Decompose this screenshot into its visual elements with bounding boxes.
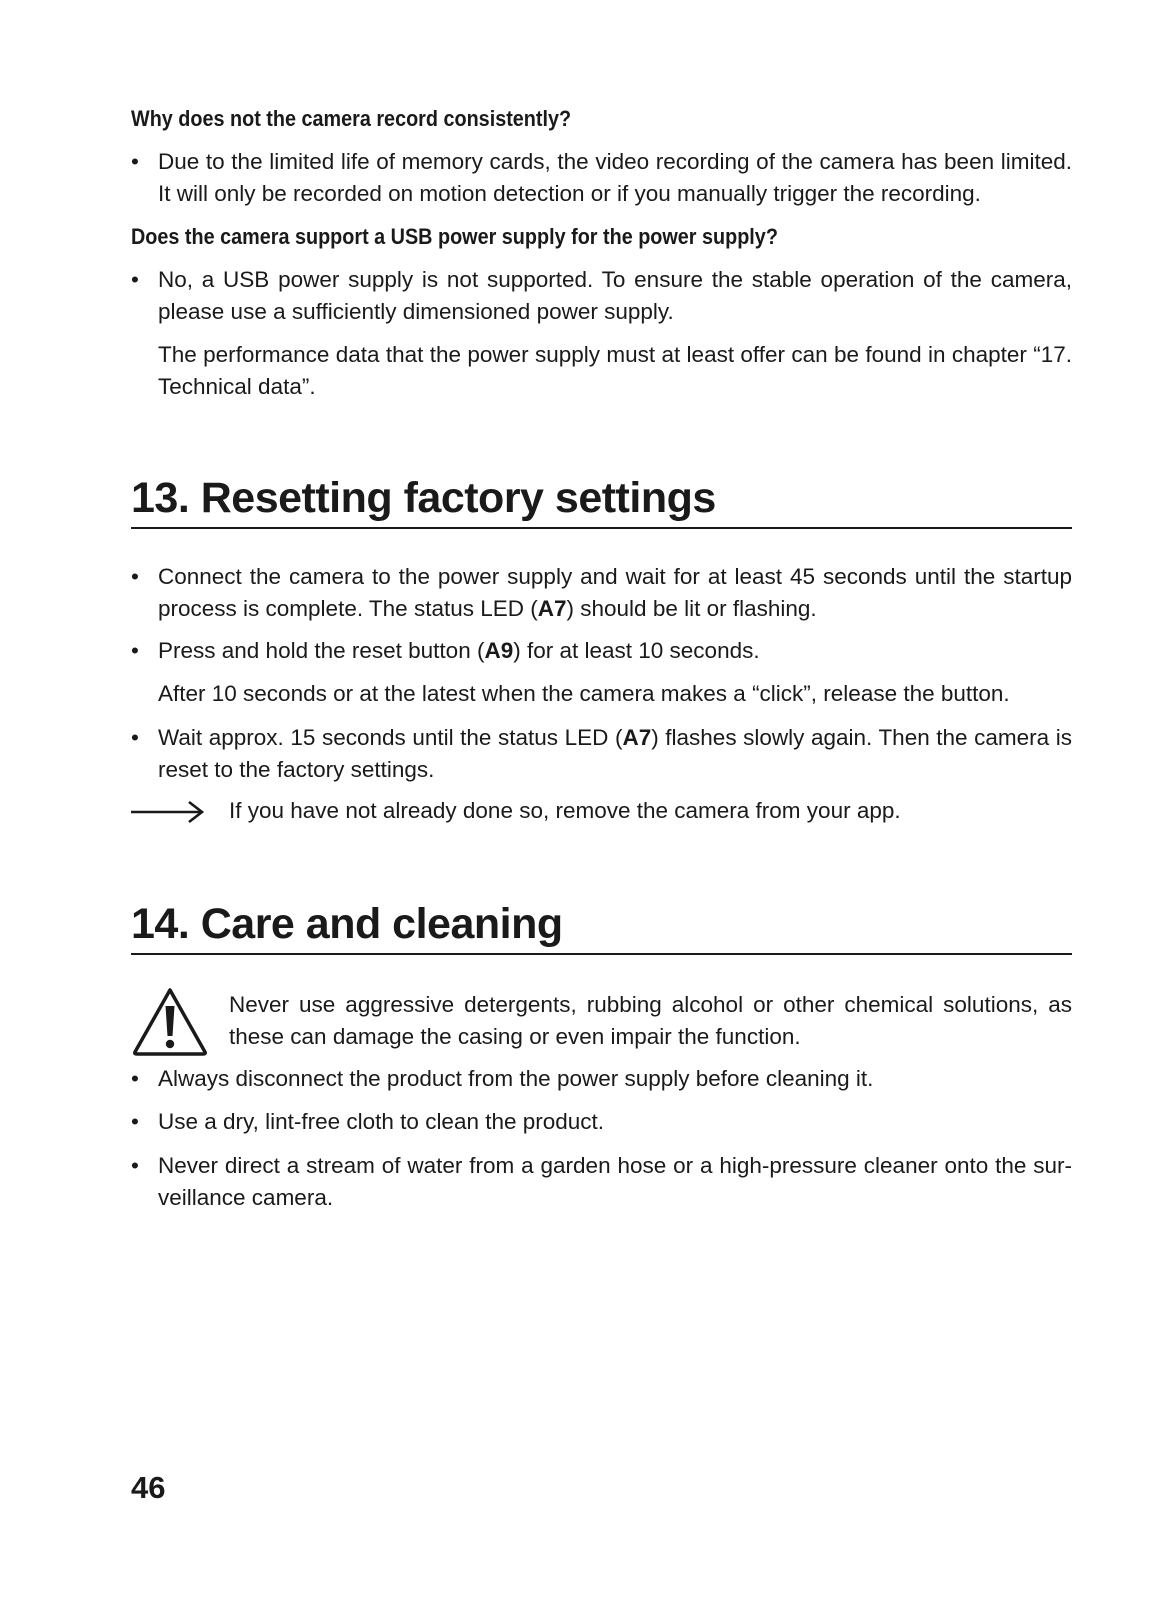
tip-note xyxy=(131,795,1072,829)
page-number: 46 xyxy=(131,1470,166,1505)
faq-answer-2-text: No, a USB power supply is not supported. To ensure the stable operation of the camera, please use a sufficiently dimensioned power supply. xyxy=(158,267,1072,324)
tip-text: If you have not already done so, remove the camera from your app. xyxy=(229,798,901,823)
bullet: • xyxy=(131,1066,139,1091)
faq-answer-2 xyxy=(131,264,1072,328)
manual-page xyxy=(131,0,1072,1600)
reset-step-1-text-a: Connect the camera to the power supply and wait for at least 45 seconds until the startup process is complete. The status LED ( xyxy=(158,564,1072,621)
bullet: • xyxy=(131,564,139,589)
section-13-heading: 13. Resetting factory settings xyxy=(131,471,1072,529)
faq-question-2: Does the camera support a USB power supply for the power supply? xyxy=(131,224,778,249)
faq-answer-1 xyxy=(131,146,1072,210)
faq-answer-2-continued: The performance data that the power supply must at least offer can be found in chapter “17. Technical data”. xyxy=(158,342,1072,399)
care-step-3-text: Never direct a stream of water from a garden hose or a high-pressure cleaner onto the sur-veillance camera. xyxy=(158,1153,1072,1210)
care-step-1-text: Always disconnect the product from the power supply before cleaning it. xyxy=(158,1066,874,1091)
reset-step-2-text-a: Press and hold the reset button ( xyxy=(158,638,485,663)
care-step-3 xyxy=(131,1150,1072,1214)
reset-step-1-text-b: ) should be lit or flashing. xyxy=(566,596,817,621)
care-step-2 xyxy=(131,1106,1072,1138)
warning-note xyxy=(131,986,1072,1058)
warning-triangle-icon xyxy=(131,986,209,1058)
reset-step-1 xyxy=(131,561,1072,625)
reset-step-2-continued: After 10 seconds or at the latest when the camera makes a “click”, release the button. xyxy=(158,681,1010,706)
bullet: • xyxy=(131,149,139,174)
reset-step-3-text-a: Wait approx. 15 seconds until the status LED ( xyxy=(158,725,623,750)
faq-answer-1-text: Due to the limited life of memory cards, the video recording of the camera has been limited. It will only be recorded on motion detection or if you manually trigger the recording. xyxy=(158,149,1072,206)
led-ref-a7: A7 xyxy=(537,596,567,621)
reset-step-3 xyxy=(131,722,1072,786)
bullet: • xyxy=(131,638,139,663)
led-ref-a7: A7 xyxy=(622,725,652,750)
reset-step-2-text-b: ) for at least 10 seconds. xyxy=(513,638,760,663)
bullet: • xyxy=(131,1109,139,1134)
bullet: • xyxy=(131,725,139,750)
care-step-1 xyxy=(131,1063,1072,1095)
reset-step-3-text-b: ) flashes slowly again. Then the camera is reset to the factory settings. xyxy=(158,725,1072,782)
button-ref-a9: A9 xyxy=(484,638,514,663)
faq-question-1: Why does not the camera record consistently? xyxy=(131,106,572,131)
warning-text: Never use aggressive detergents, rubbing alcohol or other chemical solutions, as these can damage the casing or even impair the function. xyxy=(229,992,1072,1049)
reset-step-2 xyxy=(131,635,1072,667)
arrow-right-icon xyxy=(131,801,205,823)
care-step-2-text: Use a dry, lint-free cloth to clean the product. xyxy=(158,1109,605,1134)
bullet: • xyxy=(131,267,139,292)
bullet: • xyxy=(131,1153,139,1178)
section-14-heading: 14. Care and cleaning xyxy=(131,897,1072,955)
